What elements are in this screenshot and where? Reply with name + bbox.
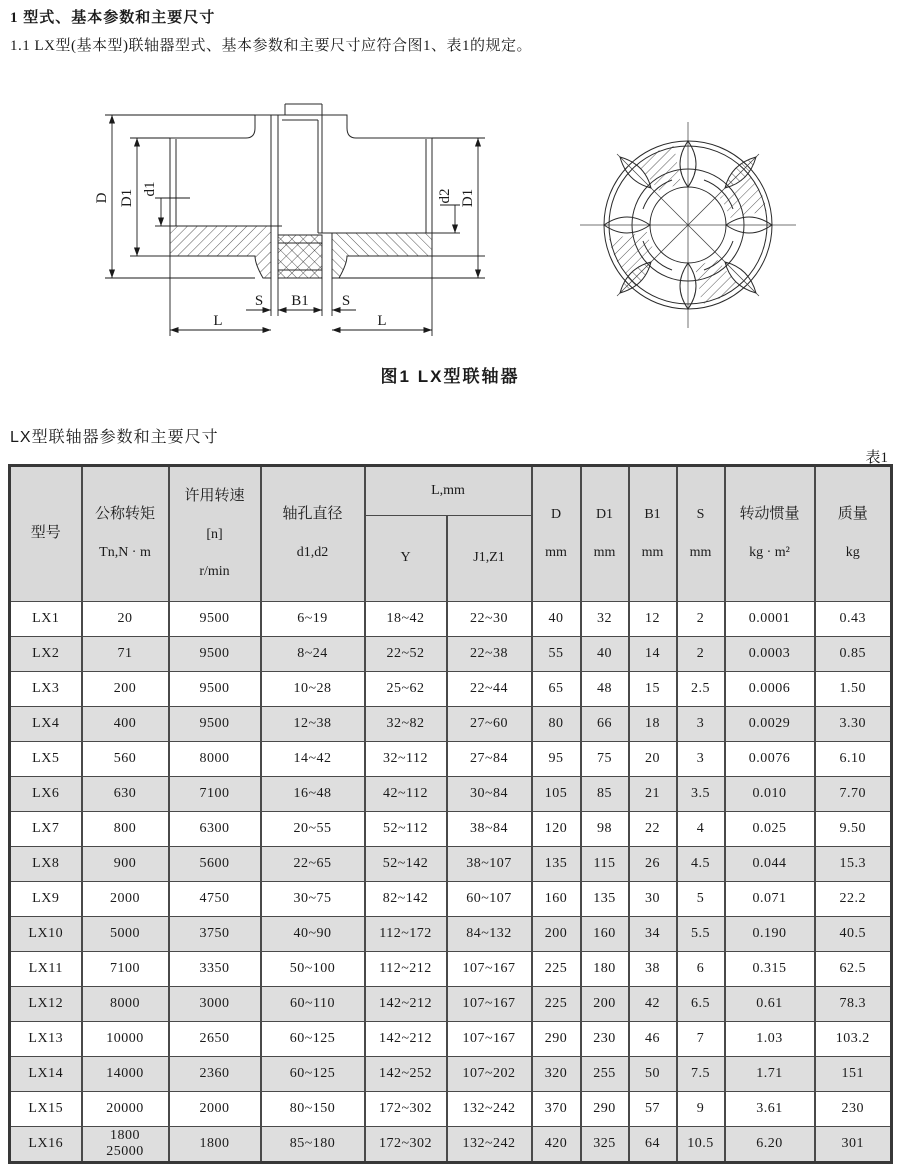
value-cell: 2000 xyxy=(82,881,169,916)
value-cell: 7100 xyxy=(169,776,261,811)
value-cell: 9500 xyxy=(169,706,261,741)
value-cell: 8000 xyxy=(169,741,261,776)
value-cell: 0.0029 xyxy=(725,706,815,741)
value-cell: 62.5 xyxy=(815,951,892,986)
value-cell: 3350 xyxy=(169,951,261,986)
figure1-coupling-drawing xyxy=(60,86,840,358)
value-cell: 4.5 xyxy=(677,846,725,881)
value-cell: 3000 xyxy=(169,986,261,1021)
value-cell: 230 xyxy=(815,1091,892,1126)
value-cell: 22~44 xyxy=(447,671,532,706)
value-cell: 42 xyxy=(629,986,677,1021)
model-cell: LX7 xyxy=(10,811,82,846)
value-cell: 38~84 xyxy=(447,811,532,846)
value-cell: 80 xyxy=(532,706,581,741)
value-cell: 52~112 xyxy=(365,811,447,846)
value-cell: 85~180 xyxy=(261,1126,365,1162)
model-cell: LX2 xyxy=(10,636,82,671)
parameters-table xyxy=(8,464,893,1164)
value-cell: 560 xyxy=(82,741,169,776)
model-cell: LX10 xyxy=(10,916,82,951)
value-cell: 5.5 xyxy=(677,916,725,951)
value-cell: 30 xyxy=(629,881,677,916)
col-header-bore xyxy=(261,466,365,602)
value-cell: 135 xyxy=(581,881,629,916)
value-cell: 0.315 xyxy=(725,951,815,986)
value-cell: 78.3 xyxy=(815,986,892,1021)
value-cell: 105 xyxy=(532,776,581,811)
col-header-mass xyxy=(815,466,892,602)
value-cell: 80~150 xyxy=(261,1091,365,1126)
value-cell: 320 xyxy=(532,1056,581,1091)
value-cell: 0.0076 xyxy=(725,741,815,776)
section-heading: 1 型式、基本参数和主要尺寸 xyxy=(10,10,216,26)
value-cell: 42~112 xyxy=(365,776,447,811)
table-row xyxy=(10,741,892,776)
header-line: 转动惯量 xyxy=(739,506,800,523)
value-cell: 5600 xyxy=(169,846,261,881)
value-cell: 800 xyxy=(82,811,169,846)
value-cell: 4 xyxy=(677,811,725,846)
col-header-D xyxy=(532,466,581,602)
value-cell: 151 xyxy=(815,1056,892,1091)
header-line: 型号 xyxy=(30,525,61,542)
value-cell: 112~212 xyxy=(365,951,447,986)
value-cell: 98 xyxy=(581,811,629,846)
value-cell: 60~107 xyxy=(447,881,532,916)
value-cell: 14 xyxy=(629,636,677,671)
value-cell: 225 xyxy=(532,951,581,986)
value-cell: 107~202 xyxy=(447,1056,532,1091)
value-cell: 120 xyxy=(532,811,581,846)
value-cell: 6 xyxy=(677,951,725,986)
col-header-D1 xyxy=(581,466,629,602)
table-row xyxy=(10,811,892,846)
value-cell: 172~302 xyxy=(365,1091,447,1126)
value-cell: 180 xyxy=(581,951,629,986)
value-cell: 32~112 xyxy=(365,741,447,776)
value-cell: 1.71 xyxy=(725,1056,815,1091)
value-cell: 25~62 xyxy=(365,671,447,706)
value-cell: 21 xyxy=(629,776,677,811)
value-cell: 200 xyxy=(532,916,581,951)
value-cell: 3.5 xyxy=(677,776,725,811)
table-row xyxy=(10,1091,892,1126)
value-cell: 2.5 xyxy=(677,671,725,706)
value-cell: 3.30 xyxy=(815,706,892,741)
value-cell: 32 xyxy=(581,601,629,636)
value-cell: 84~132 xyxy=(447,916,532,951)
value-cell: 14000 xyxy=(82,1056,169,1091)
value-cell: 38~107 xyxy=(447,846,532,881)
model-cell: LX8 xyxy=(10,846,82,881)
dim-label-d2: d2 xyxy=(437,188,453,204)
model-cell: LX6 xyxy=(10,776,82,811)
value-cell: 160 xyxy=(532,881,581,916)
value-cell: 0.85 xyxy=(815,636,892,671)
value-cell: 290 xyxy=(581,1091,629,1126)
value-cell: 60~125 xyxy=(261,1021,365,1056)
value-cell: 2650 xyxy=(169,1021,261,1056)
value-cell: 9.50 xyxy=(815,811,892,846)
value-cell: 225 xyxy=(532,986,581,1021)
model-cell: LX4 xyxy=(10,706,82,741)
header-line: B1 xyxy=(644,507,661,522)
value-cell: 40 xyxy=(532,601,581,636)
value-cell: 12~38 xyxy=(261,706,365,741)
value-cell: 22.2 xyxy=(815,881,892,916)
header-line: d1,d2 xyxy=(296,545,329,561)
value-cell: 46 xyxy=(629,1021,677,1056)
value-cell: 22~52 xyxy=(365,636,447,671)
value-cell: 0.025 xyxy=(725,811,815,846)
value-cell: 60~125 xyxy=(261,1056,365,1091)
value-cell: 10.5 xyxy=(677,1126,725,1162)
value-cell: 22~38 xyxy=(447,636,532,671)
value-cell: 290 xyxy=(532,1021,581,1056)
model-cell: LX1 xyxy=(10,601,82,636)
value-cell: 370 xyxy=(532,1091,581,1126)
header-line: 轴孔直径 xyxy=(282,506,343,523)
value-cell: 34 xyxy=(629,916,677,951)
value-cell: 20~55 xyxy=(261,811,365,846)
value-cell: 3750 xyxy=(169,916,261,951)
value-cell: 5000 xyxy=(82,916,169,951)
value-cell: 6.10 xyxy=(815,741,892,776)
value-cell: 3.61 xyxy=(725,1091,815,1126)
table-body xyxy=(10,601,892,1162)
value-cell: 7.5 xyxy=(677,1056,725,1091)
value-cell: 22 xyxy=(629,811,677,846)
table-header xyxy=(10,466,892,602)
table-row xyxy=(10,1126,892,1162)
model-cell: LX14 xyxy=(10,1056,82,1091)
value-cell: 1.03 xyxy=(725,1021,815,1056)
dim-label-S-right: S xyxy=(341,293,351,309)
value-cell: 107~167 xyxy=(447,951,532,986)
value-cell: 57 xyxy=(629,1091,677,1126)
value-cell: 8~24 xyxy=(261,636,365,671)
value-cell: 26 xyxy=(629,846,677,881)
col-header-model xyxy=(10,466,82,602)
header-line: Tn,N · m xyxy=(99,545,151,561)
table-row xyxy=(10,881,892,916)
table-row xyxy=(10,601,892,636)
value-cell: 6.20 xyxy=(725,1126,815,1162)
value-cell: 32~82 xyxy=(365,706,447,741)
value-cell: 65 xyxy=(532,671,581,706)
dim-label-d1: d1 xyxy=(142,181,158,197)
value-cell: 22~30 xyxy=(447,601,532,636)
table-row xyxy=(10,986,892,1021)
col-header-speed xyxy=(169,466,261,602)
header-line: [n] xyxy=(206,526,223,542)
value-cell: 7100 xyxy=(82,951,169,986)
table-row xyxy=(10,951,892,986)
value-cell: 27~84 xyxy=(447,741,532,776)
table-row xyxy=(10,671,892,706)
header-line: kg xyxy=(845,545,860,561)
value-cell: 112~172 xyxy=(365,916,447,951)
value-cell: 400 xyxy=(82,706,169,741)
col-header-inertia xyxy=(725,466,815,602)
value-cell: 107~167 xyxy=(447,1021,532,1056)
table-row xyxy=(10,846,892,881)
col-header-L-group xyxy=(365,466,532,516)
header-line: 公称转矩 xyxy=(94,506,155,523)
col-header-B1 xyxy=(629,466,677,602)
header-line: mm xyxy=(641,544,664,560)
value-cell: 3 xyxy=(677,741,725,776)
section-view xyxy=(130,104,485,278)
model-cell: LX15 xyxy=(10,1091,82,1126)
value-cell: 50~100 xyxy=(261,951,365,986)
header-line: mm xyxy=(689,544,712,560)
table-title: LX型联轴器参数和主要尺寸 xyxy=(10,429,219,446)
value-cell: 132~242 xyxy=(447,1091,532,1126)
value-cell: 9500 xyxy=(169,601,261,636)
dim-label-B1: B1 xyxy=(291,293,309,309)
value-cell: 2360 xyxy=(169,1056,261,1091)
dim-label-D1-right: D1 xyxy=(460,188,476,208)
value-cell: 0.071 xyxy=(725,881,815,916)
value-cell: 0.044 xyxy=(725,846,815,881)
table-row xyxy=(10,1021,892,1056)
dim-label-S-left: S xyxy=(254,293,264,309)
table-row xyxy=(10,916,892,951)
value-cell: 95 xyxy=(532,741,581,776)
value-cell: 40~90 xyxy=(261,916,365,951)
dim-label-L-left: L xyxy=(213,313,223,329)
value-cell: 0.61 xyxy=(725,986,815,1021)
value-cell: 900 xyxy=(82,846,169,881)
value-cell: 4750 xyxy=(169,881,261,916)
model-cell: LX9 xyxy=(10,881,82,916)
value-cell: 52~142 xyxy=(365,846,447,881)
model-cell: LX11 xyxy=(10,951,82,986)
header-line: mm xyxy=(545,544,567,560)
table-tag: 表1 xyxy=(865,450,888,466)
value-cell: 2 xyxy=(677,636,725,671)
model-cell: LX12 xyxy=(10,986,82,1021)
value-cell: 2 xyxy=(677,601,725,636)
value-cell: 20000 xyxy=(82,1091,169,1126)
value-cell: 18~42 xyxy=(365,601,447,636)
value-cell: 0.0003 xyxy=(725,636,815,671)
value-cell: 132~242 xyxy=(447,1126,532,1162)
header-line: 许用转速 xyxy=(184,487,245,504)
value-cell: 20 xyxy=(82,601,169,636)
value-cell: 9500 xyxy=(169,671,261,706)
value-cell: 66 xyxy=(581,706,629,741)
value-cell: 40 xyxy=(581,636,629,671)
value-cell: 16~48 xyxy=(261,776,365,811)
value-cell: 142~212 xyxy=(365,1021,447,1056)
table-row xyxy=(10,776,892,811)
value-cell: 27~60 xyxy=(447,706,532,741)
value-cell: 64 xyxy=(629,1126,677,1162)
value-cell: 55 xyxy=(532,636,581,671)
value-cell: 14~42 xyxy=(261,741,365,776)
table-row xyxy=(10,706,892,741)
dim-label-L-right: L xyxy=(377,313,387,329)
figure-caption: 图1 LX型联轴器 xyxy=(380,367,520,386)
header-line: S xyxy=(696,507,705,522)
value-cell: 630 xyxy=(82,776,169,811)
col-header-L-Y xyxy=(365,515,447,601)
value-cell: 18 xyxy=(629,706,677,741)
value-cell: 6~19 xyxy=(261,601,365,636)
value-cell: 7 xyxy=(677,1021,725,1056)
value-cell: 75 xyxy=(581,741,629,776)
dim-label-D: D xyxy=(94,192,110,204)
value-cell: 1800 25000 xyxy=(82,1126,169,1162)
value-cell: 0.0001 xyxy=(725,601,815,636)
value-cell: 0.43 xyxy=(815,601,892,636)
value-cell: 107~167 xyxy=(447,986,532,1021)
value-cell: 103.2 xyxy=(815,1021,892,1056)
value-cell: 200 xyxy=(581,986,629,1021)
subsection-text: 1.1 LX型(基本型)联轴器型式、基本参数和主要尺寸应符合图1、表1的规定。 xyxy=(10,38,532,54)
header-line: mm xyxy=(593,544,616,560)
value-cell: 142~212 xyxy=(365,986,447,1021)
value-cell: 301 xyxy=(815,1126,892,1162)
value-cell: 9 xyxy=(677,1091,725,1126)
value-cell: 230 xyxy=(581,1021,629,1056)
value-cell: 325 xyxy=(581,1126,629,1162)
value-cell: 7.70 xyxy=(815,776,892,811)
value-cell: 82~142 xyxy=(365,881,447,916)
front-view xyxy=(580,122,796,328)
value-cell: 420 xyxy=(532,1126,581,1162)
value-cell: 8000 xyxy=(82,986,169,1021)
value-cell: 1.50 xyxy=(815,671,892,706)
value-cell: 48 xyxy=(581,671,629,706)
table-row xyxy=(10,1056,892,1091)
value-cell: 2000 xyxy=(169,1091,261,1126)
value-cell: 5 xyxy=(677,881,725,916)
value-cell: 60~110 xyxy=(261,986,365,1021)
value-cell: 172~302 xyxy=(365,1126,447,1162)
value-cell: 15 xyxy=(629,671,677,706)
value-cell: 12 xyxy=(629,601,677,636)
value-cell: 71 xyxy=(82,636,169,671)
value-cell: 0.190 xyxy=(725,916,815,951)
header-line: kg · m² xyxy=(749,545,790,561)
header-line: J1,Z1 xyxy=(473,550,505,566)
header-line: r/min xyxy=(199,564,230,580)
header-line: L,mm xyxy=(431,482,465,498)
col-header-S xyxy=(677,466,725,602)
model-cell: LX3 xyxy=(10,671,82,706)
value-cell: 255 xyxy=(581,1056,629,1091)
value-cell: 30~75 xyxy=(261,881,365,916)
value-cell: 6300 xyxy=(169,811,261,846)
header-line: D xyxy=(550,507,562,522)
dim-label-D1-left: D1 xyxy=(119,188,135,208)
value-cell: 10000 xyxy=(82,1021,169,1056)
value-cell: 15.3 xyxy=(815,846,892,881)
value-cell: 160 xyxy=(581,916,629,951)
col-header-L-J1Z1 xyxy=(447,515,532,601)
value-cell: 22~65 xyxy=(261,846,365,881)
value-cell: 3 xyxy=(677,706,725,741)
value-cell: 85 xyxy=(581,776,629,811)
value-cell: 20 xyxy=(629,741,677,776)
value-cell: 50 xyxy=(629,1056,677,1091)
header-line: 质量 xyxy=(837,506,868,523)
model-cell: LX5 xyxy=(10,741,82,776)
value-cell: 6.5 xyxy=(677,986,725,1021)
value-cell: 142~252 xyxy=(365,1056,447,1091)
value-cell: 0.0006 xyxy=(725,671,815,706)
value-cell: 9500 xyxy=(169,636,261,671)
value-cell: 0.010 xyxy=(725,776,815,811)
value-cell: 40.5 xyxy=(815,916,892,951)
value-cell: 30~84 xyxy=(447,776,532,811)
value-cell: 115 xyxy=(581,846,629,881)
value-cell: 38 xyxy=(629,951,677,986)
value-cell: 10~28 xyxy=(261,671,365,706)
table-row xyxy=(10,636,892,671)
header-line: Y xyxy=(400,550,411,566)
model-cell: LX16 xyxy=(10,1126,82,1162)
model-cell: LX13 xyxy=(10,1021,82,1056)
col-header-torque xyxy=(82,466,169,602)
value-cell: 135 xyxy=(532,846,581,881)
value-cell: 1800 xyxy=(169,1126,261,1162)
header-line: D1 xyxy=(595,507,614,522)
value-cell: 200 xyxy=(82,671,169,706)
